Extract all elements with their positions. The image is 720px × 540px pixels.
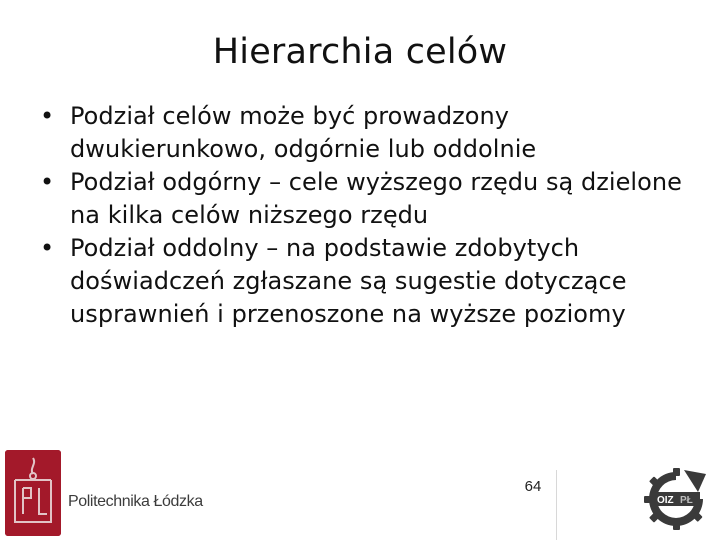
bullet-item: [40, 232, 690, 331]
slide-title: Hierarchia celów: [212, 32, 508, 72]
bullet-marker: •: [40, 102, 55, 130]
bullet-list: [40, 100, 690, 331]
unit-logo-graphic: [640, 466, 712, 532]
bullet-item: [40, 100, 690, 166]
unit-logo-text-suffix: PŁ: [680, 495, 693, 506]
gear-arrow-logo-icon: [640, 466, 712, 532]
university-name: Politechnika Łódzka: [68, 493, 203, 510]
university-crest-graphic: [5, 450, 61, 536]
bullet-marker: •: [40, 168, 55, 196]
bullet-text: Podział odgórny – cele wyższego rzędu są dzielone na kilka celów niższego rzędu: [70, 168, 682, 229]
bullet-text: Podział celów może być prowadzony dwukierunkowo, odgórnie lub oddolnie: [70, 102, 537, 163]
footer-divider: [556, 470, 557, 540]
unit-logo-text: OIZ: [657, 495, 674, 506]
university-crest-icon: [5, 450, 61, 536]
bullet-marker: •: [40, 234, 55, 262]
bullet-item: [40, 166, 690, 232]
page-number: 64: [524, 478, 542, 495]
bullet-text: Podział oddolny – na podstawie zdobytych doświadczeń zgłaszane są sugestie dotyczące usprawnień i przenoszone na wyższe poziomy: [70, 234, 627, 328]
